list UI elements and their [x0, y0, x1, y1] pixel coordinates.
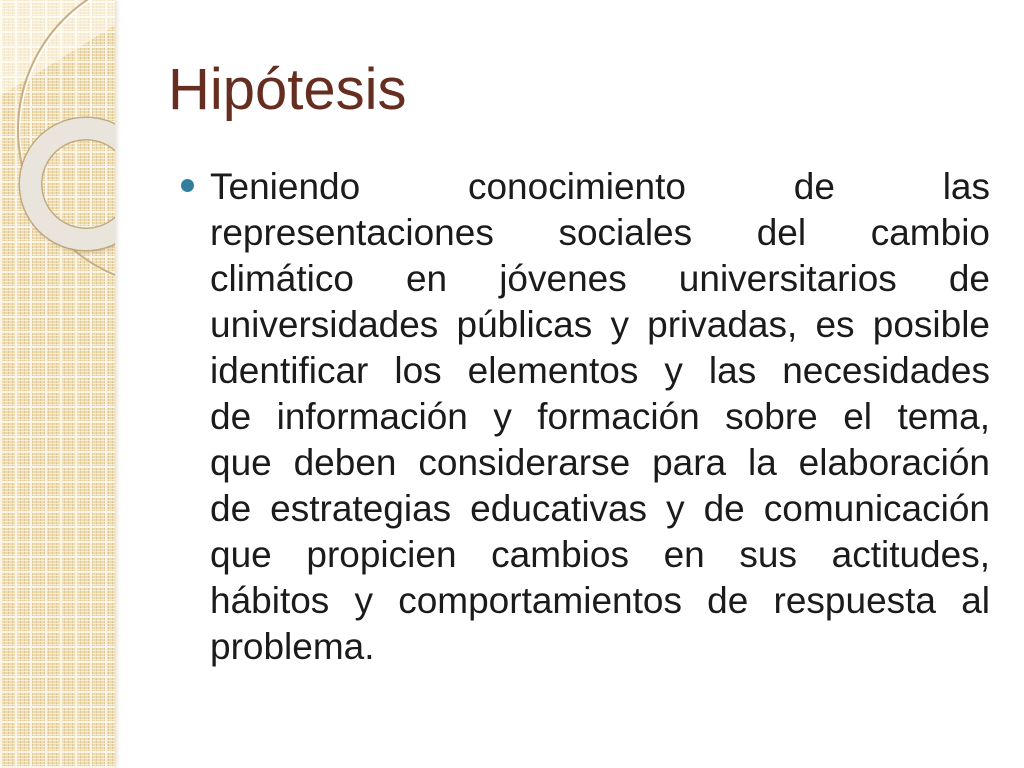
bullet-text-line: representaciones sociales del cambio	[210, 211, 990, 253]
bullet-icon	[181, 179, 194, 192]
bullet-text-line: Teniendo conocimiento de las	[210, 165, 990, 207]
bullet-text-line: climático en jóvenes universitarios de	[210, 257, 990, 299]
bullet-text-line: de estrategias educativas y de comunicación	[210, 487, 990, 529]
bullet-text-line: hábitos y comportamientos de respuesta al	[210, 579, 990, 621]
bullet-text	[210, 164, 990, 670]
sidebar-decoration	[0, 0, 115, 768]
bullet-text-line: que deben considerarse para la elaboración	[210, 441, 990, 483]
bullet-text-line: que propicien cambios en sus actitudes,	[210, 533, 990, 575]
bullet-text-line: problema.	[210, 625, 375, 667]
bullet-item	[168, 164, 990, 670]
bullet-text-line: identificar los elementos y las necesidades	[210, 349, 990, 391]
slide-content	[168, 57, 1000, 670]
bullet-text-line: de información y formación sobre el tema,	[210, 395, 990, 437]
bullet-text-line: universidades públicas y privadas, es posible	[210, 303, 990, 345]
page-title: Hipótesis	[168, 57, 407, 122]
